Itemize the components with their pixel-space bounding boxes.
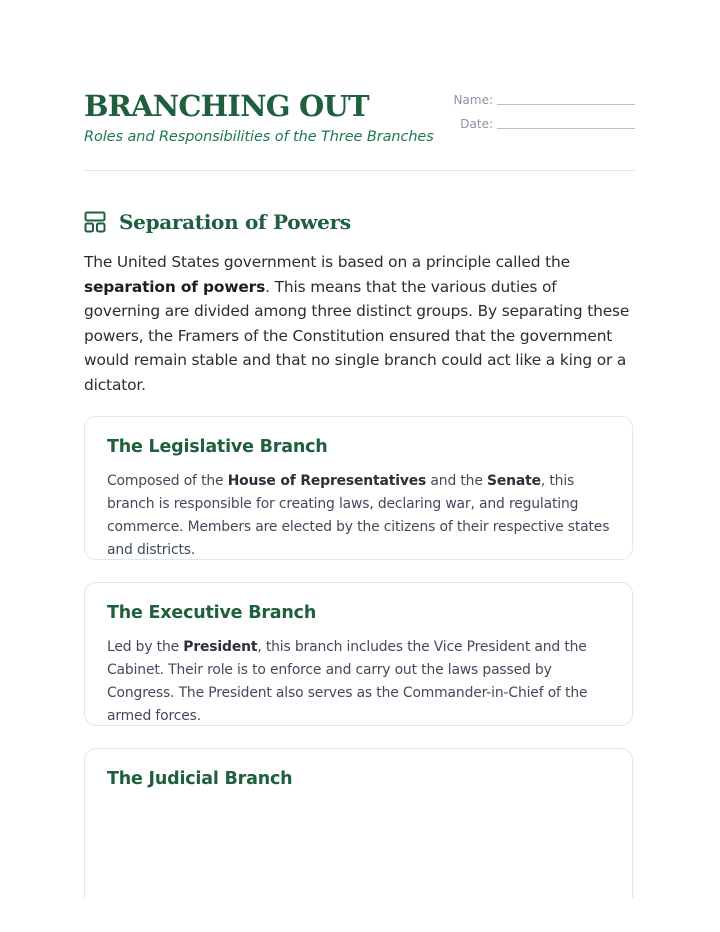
branch-title: The Executive Branch (107, 603, 317, 623)
branch-title: The Judicial Branch (107, 769, 293, 789)
desc-bold: Senate (487, 473, 541, 489)
date-row (435, 108, 635, 132)
desc-text: Led by the (107, 639, 184, 655)
intro-bold-term: separation of powers (84, 277, 266, 296)
header-divider (84, 170, 635, 171)
section-heading (84, 208, 351, 236)
desc-bold: President (183, 639, 258, 655)
worksheet-header (84, 84, 635, 172)
desc-bold: House of Representatives (227, 473, 427, 489)
section-title: Separation of Powers (119, 210, 351, 234)
desc-text: , this branch is responsible for creating laws, declaring war, and regulating commerce. Members are elected by the citizens of their respective states and districts. (107, 473, 610, 558)
date-line (497, 116, 635, 129)
branch-description (107, 636, 613, 728)
date-label: Date: (460, 117, 493, 131)
layout-icon (84, 211, 106, 233)
desc-text: , this branch includes the Vice President and the Cabinet. Their role is to enforce and carry out the laws passed by Congress. The President also serves as the Commander-in-Chief of the armed forces. (107, 639, 588, 724)
branch-card-executive (84, 582, 633, 726)
branch-title: The Legislative Branch (107, 437, 328, 457)
name-line (497, 92, 635, 105)
name-label: Name: (453, 93, 493, 107)
page-subtitle: Roles and Responsibilities of the Three Branches (84, 129, 434, 145)
name-row (435, 84, 635, 108)
worksheet-page (84, 0, 635, 932)
intro-text-1: The United States government is based on a principle called the (84, 253, 570, 271)
student-info (435, 84, 635, 132)
page-title: BRANCHING OUT (84, 89, 369, 123)
branch-card-judicial (84, 748, 633, 898)
branch-description (107, 470, 613, 562)
intro-paragraph (84, 250, 635, 398)
intro-text-2: . This means that the various duties of governing are divided among three distinct groups. By separating these powers, the Framers of the Constitution ensured that the government would remain stable and that no single branch could act like a king or a dictator. (84, 277, 630, 394)
branch-card-legislative (84, 416, 633, 560)
desc-text: and the (426, 473, 487, 489)
desc-text: Composed of the (107, 473, 228, 489)
